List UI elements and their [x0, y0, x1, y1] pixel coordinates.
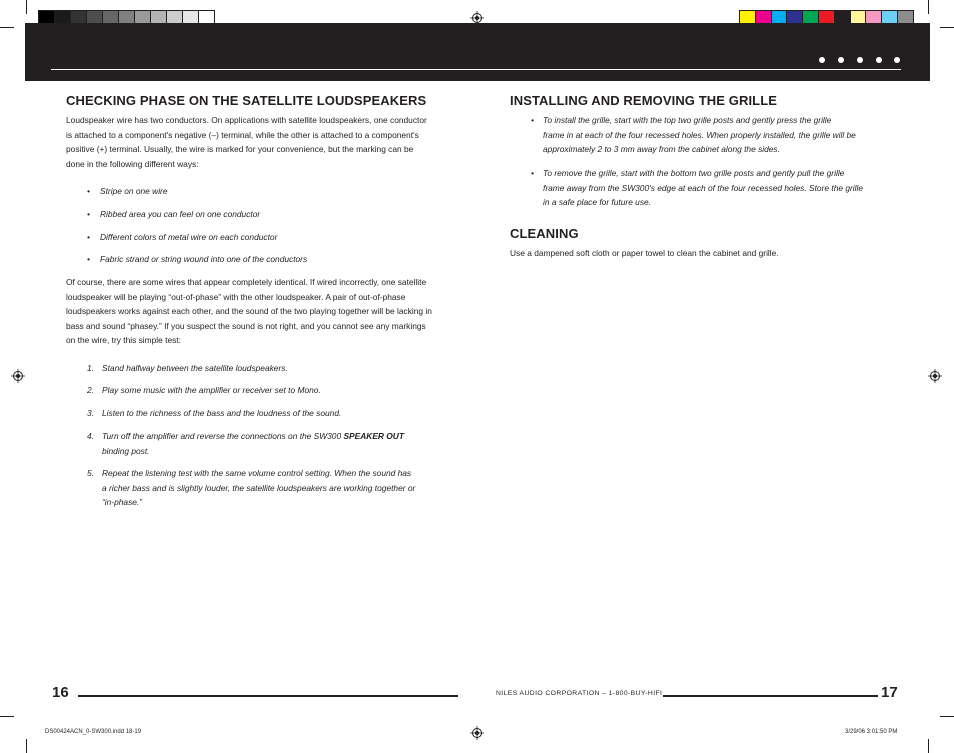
page-number-right: 17	[881, 684, 898, 701]
crop-mark	[928, 739, 929, 753]
grille-bullet: • To remove the grille, start with the bottom two grille posts and gently pull the grille frame away from the SW300's edge at each of the four recessed holes. Store the grille in a safe place for future use.	[531, 166, 911, 210]
crop-mark	[26, 0, 27, 14]
intro-line: positive (+) terminal. Usually, the wire is marked for your convenience, but the marking can be	[66, 144, 414, 154]
paragraph-line: Of course, there are some wires that appear completely identical. If wired incorrectly, one satellite	[66, 277, 427, 287]
test-step: 1. Stand halfway between the satellite loudspeakers.	[87, 361, 467, 376]
footer-rule-right	[663, 695, 878, 697]
bullet-text: Ribbed area you can feel on one conductor	[100, 209, 261, 219]
conductor-marking-bullet: • Ribbed area you can feel on one conductor	[87, 209, 261, 219]
speaker-out-label: SPEAKER OUT	[343, 431, 404, 441]
crop-mark	[0, 716, 14, 717]
paragraph-line: on the wire, try this simple test:	[66, 335, 181, 345]
grille-section-title: INSTALLING AND REMOVING THE GRILLE	[510, 93, 778, 108]
header-dot	[894, 57, 900, 63]
conductor-marking-bullet: • Fabric strand or string wound into one of the conductors	[87, 254, 308, 264]
registration-mark-icon	[11, 369, 25, 383]
paragraph-line: loudspeakers works against each other, and the sound of the two playing together will be lacking in	[66, 306, 432, 316]
slug-timestamp: 3/29/06 3:01:50 PM	[845, 729, 898, 735]
left-section-title: CHECKING PHASE ON THE SATELLITE LOUDSPEAKERS	[66, 93, 427, 108]
step-text: “in-phase.”	[102, 497, 143, 507]
test-step: 3. Listen to the richness of the bass and the loudness of the sound.	[87, 406, 467, 421]
crop-mark	[940, 27, 954, 28]
header-dot	[857, 57, 863, 63]
bullet-text: To remove the grille, start with the bottom two grille posts and gently pull the grille	[543, 168, 845, 178]
paragraph-line: loudspeaker will be playing “out-of-phase” with the other loudspeaker. A pair of out-of-phase	[66, 291, 406, 302]
footer-company: NILES AUDIO CORPORATION – 1-800-BUY-HIFI	[496, 690, 663, 697]
bullet-text: To install the grille, start with the top two grille posts and gently press the grille	[543, 115, 832, 125]
header-dot	[876, 57, 882, 63]
step-text: Play some music with the amplifier or receiver set to Mono.	[102, 385, 321, 395]
footer-rule-left	[78, 695, 458, 697]
slug-filename: DS00424ACN_0-SW300.indd 18-19	[45, 729, 142, 735]
grille-bullet: • To install the grille, start with the top two grille posts and gently press the grille frame in at each of the four recessed holes. When properly installed, the grille will be approximately 2 to 3 mm away from the cabinet along the sides.	[531, 113, 911, 157]
cleaning-text: Use a dampened soft cloth or paper towel to clean the cabinet and grille.	[510, 248, 779, 258]
step-text: Listen to the richness of the bass and the loudness of the sound.	[102, 408, 342, 418]
crop-mark	[940, 716, 954, 717]
header-band	[25, 23, 930, 81]
test-step: 2. Play some music with the amplifier or receiver set to Mono.	[87, 383, 467, 398]
header-dot	[819, 57, 825, 63]
crop-mark	[26, 739, 27, 753]
step-text: Stand halfway between the satellite loudspeakers.	[102, 363, 288, 373]
paragraph-line: bass and sound “phasey.” If you suspect the sound is not right, and you cannot see any markings	[66, 320, 426, 331]
page-number-left: 16	[52, 684, 69, 701]
bullet-text: approximately 2 to 3 mm away from the cabinet along the sides.	[543, 144, 780, 154]
bullet-text: frame away from the SW300's edge at each of the four recessed holes. Store the grille	[543, 182, 864, 193]
step-text: Repeat the listening test with the same volume control setting. When the sound has	[102, 468, 412, 478]
registration-mark-icon	[470, 726, 484, 740]
crop-mark	[928, 0, 929, 14]
cleaning-section-title: CLEANING	[510, 226, 579, 241]
intro-line: is attached to a component's negative (–) terminal, while the other is attached to a component's	[66, 129, 419, 140]
bullet-text: Fabric strand or string wound into one of the conductors	[100, 254, 308, 264]
step-text: a richer bass and is slightly louder, the satellite loudspeakers are working together or	[102, 482, 416, 493]
conductor-marking-bullet: • Different colors of metal wire on each conductor	[87, 232, 278, 242]
intro-line: done in the following different ways:	[66, 158, 199, 169]
bullet-text: in a safe place for future use.	[543, 197, 652, 207]
intro-paragraph	[66, 113, 466, 171]
step-text: binding post.	[102, 445, 150, 456]
bullet-text: frame in at each of the four recessed holes. When properly installed, the grille will be	[543, 129, 856, 140]
test-step: 4. Turn off the amplifier and reverse the connections on the SW300 SPEAKER OUT binding post.	[87, 429, 467, 458]
registration-mark-icon	[928, 369, 942, 383]
header-rule	[51, 69, 901, 70]
step-text: Turn off the amplifier and reverse the connections on the SW300 SPEAKER OUT	[102, 431, 404, 441]
bullet-text: Different colors of metal wire on each conductor	[100, 232, 278, 242]
test-step: 5. Repeat the listening test with the same volume control setting. When the sound has a richer bass and is slightly louder, the satellite loudspeakers are working together or “in-phase.”	[87, 466, 467, 510]
intro-line: Loudspeaker wire has two conductors. On applications with satellite loudspeakers, one conductor	[66, 115, 427, 125]
header-dot	[838, 57, 844, 63]
conductor-marking-bullet: • Stripe on one wire	[87, 186, 168, 196]
bullet-text: Stripe on one wire	[100, 186, 168, 196]
crop-mark	[0, 27, 14, 28]
phase-paragraph	[66, 275, 466, 348]
